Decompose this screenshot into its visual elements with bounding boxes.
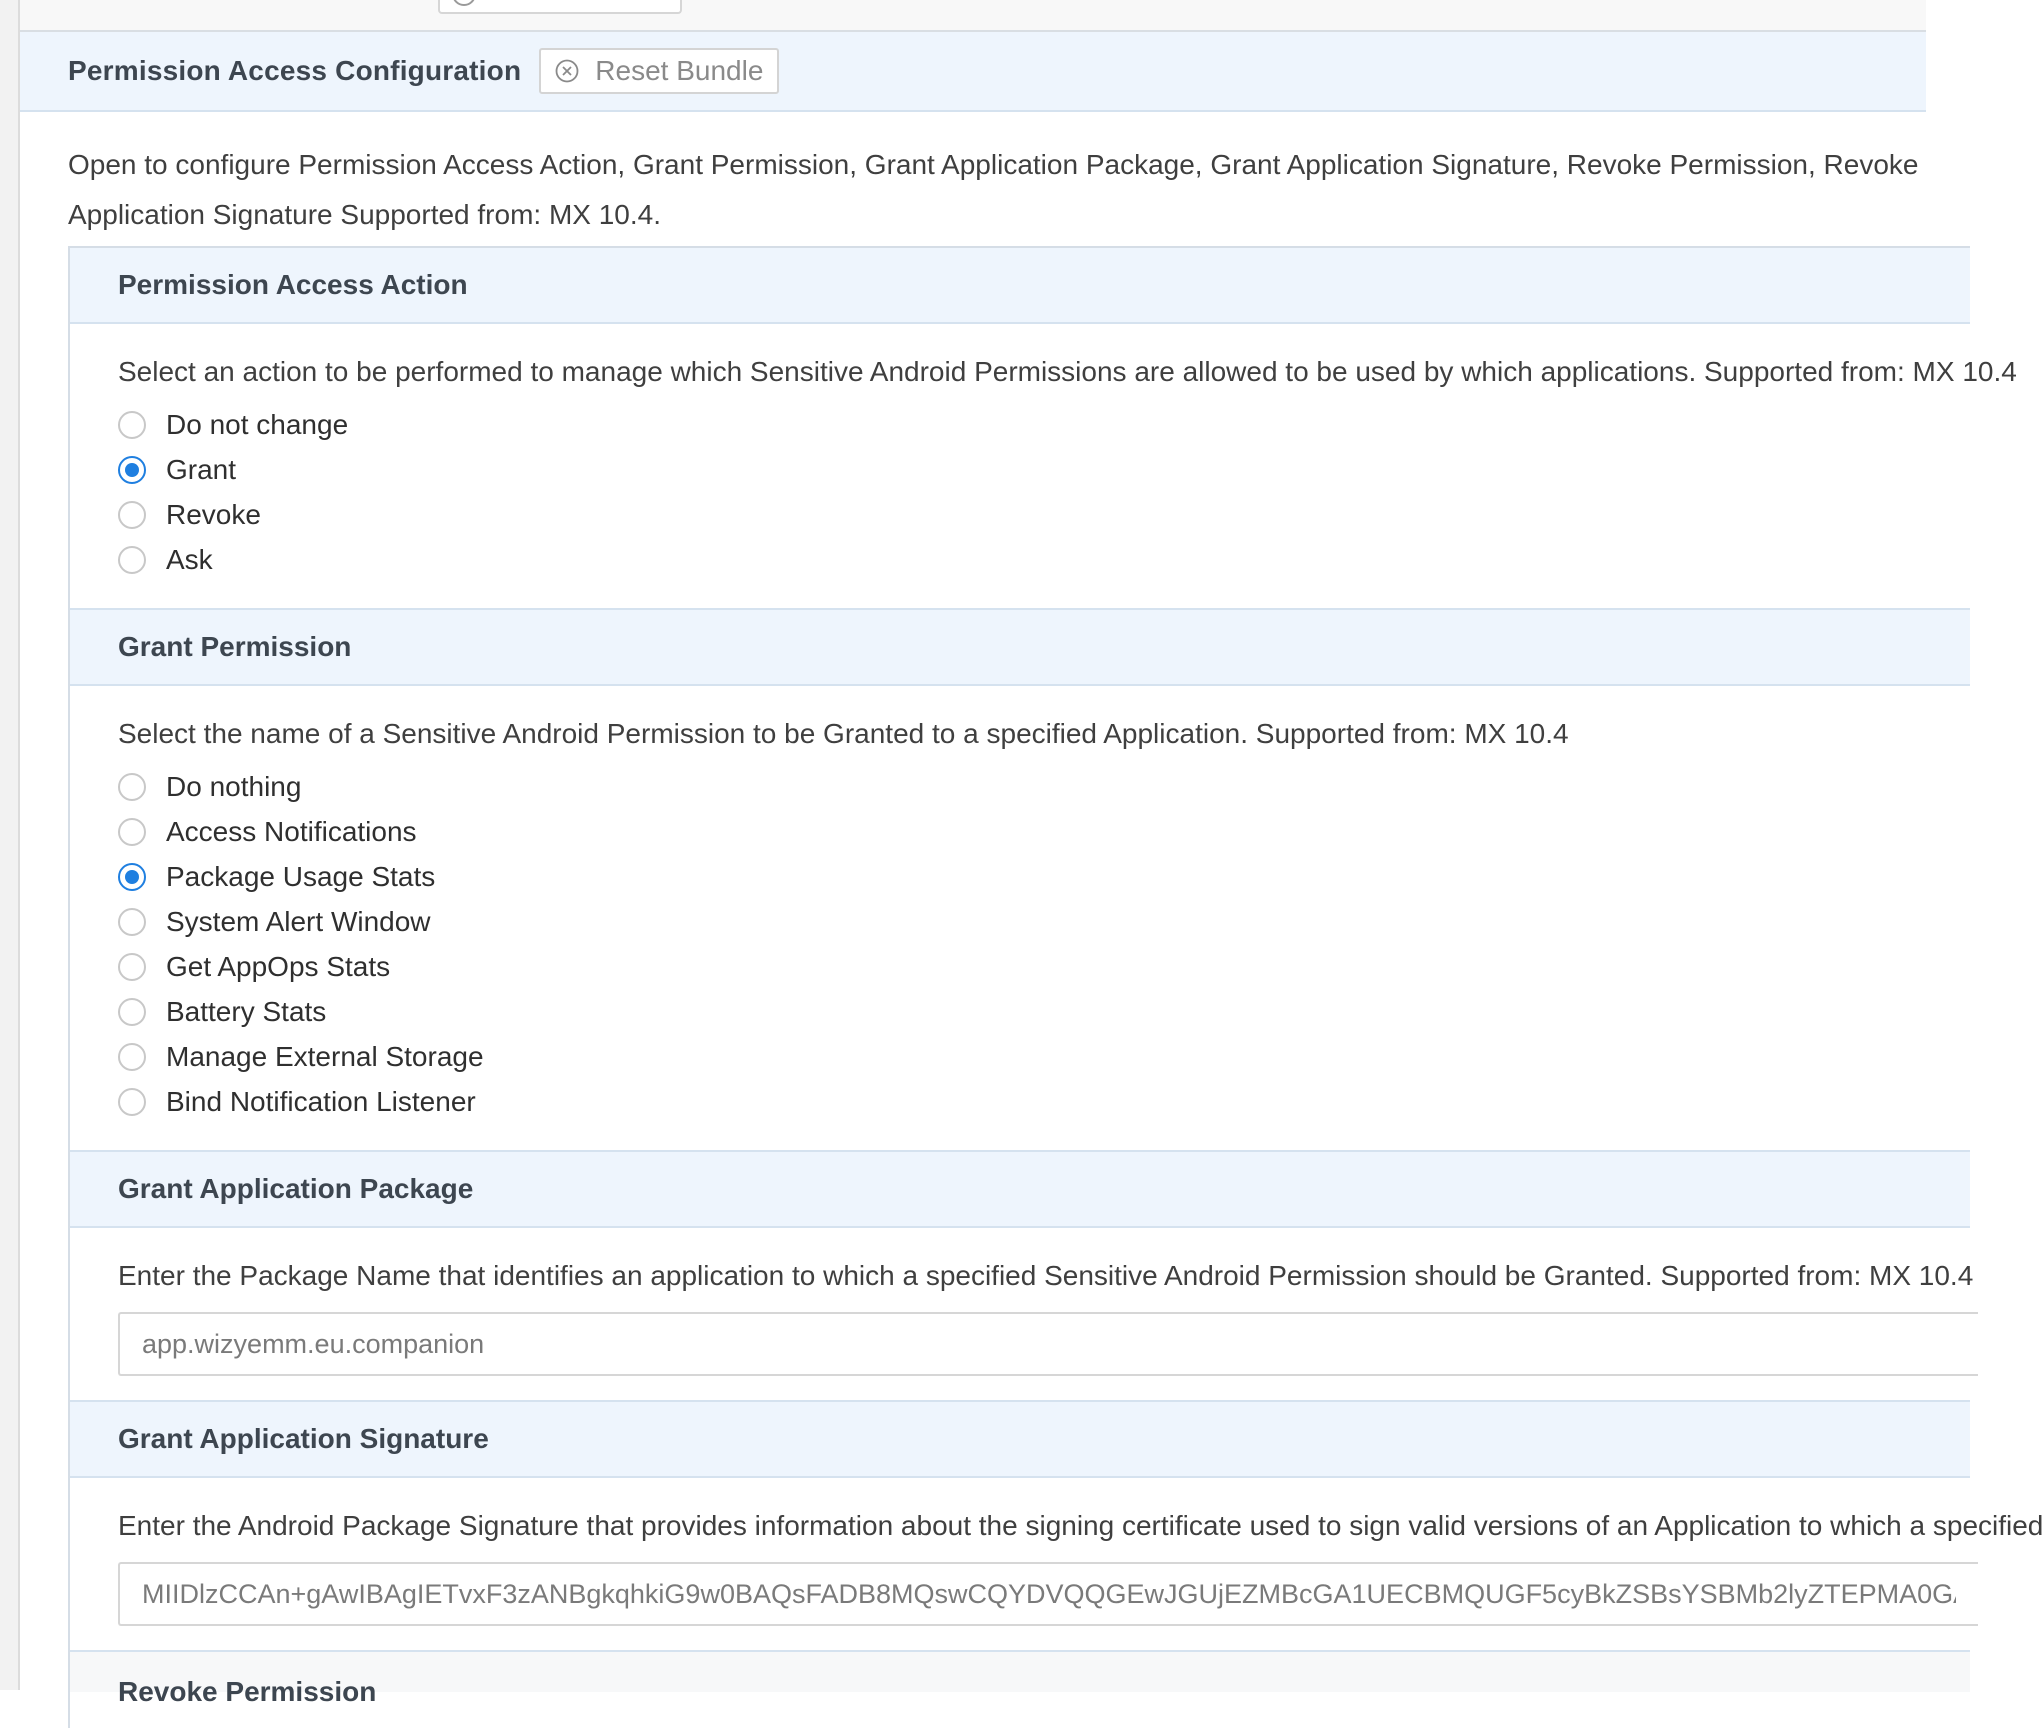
sections-container <box>68 246 2043 1728</box>
section-header-permission-access-action[interactable] <box>70 248 1970 324</box>
radio-option[interactable] <box>118 899 1970 944</box>
previous-reset-button[interactable] <box>438 0 682 14</box>
radio-option[interactable] <box>118 447 1970 492</box>
radio-button[interactable] <box>118 411 146 439</box>
radio-button[interactable] <box>118 1043 146 1071</box>
radio-group-permission-access-action <box>118 402 1970 582</box>
radio-group-grant-permission <box>118 764 1970 1124</box>
radio-label: Revoke <box>166 498 261 530</box>
panel-description-line-2: Application Signature Supported from: MX 10.4. <box>68 199 662 230</box>
close-circle-icon <box>555 59 579 83</box>
radio-button-selected[interactable] <box>118 456 146 484</box>
radio-option[interactable] <box>118 492 1970 537</box>
grant-signature-input[interactable] <box>118 1562 1978 1626</box>
radio-button[interactable] <box>118 953 146 981</box>
radio-label: Bind Notification Listener <box>166 1085 476 1117</box>
radio-label: Do not change <box>166 408 349 440</box>
panel-description-line-1: Open to configure Permission Access Action, Grant Permission, Grant Application Package, Grant Application Signature, Revoke Permission, Revoke <box>68 149 1919 180</box>
section-title: Revoke Permission <box>118 1676 377 1707</box>
close-circle-icon <box>452 0 476 6</box>
section-body-grant-application-signature <box>70 1478 2043 1652</box>
section-description: Select the name of a Sensitive Android Permission to be Granted to a specified Application. Supported from: MX 10.4 <box>118 718 1569 749</box>
radio-label: Do nothing <box>166 770 302 802</box>
reset-bundle-label: Reset Bundle <box>595 55 764 86</box>
section-description: Enter the Package Name that identifies an application to which a specified Sensitive Android Permission should be Granted. Supported from: MX 10.4 <box>118 1260 1974 1291</box>
permission-access-configuration-panel <box>20 32 2043 1707</box>
panel-header <box>20 32 1926 112</box>
left-rail <box>0 0 20 1690</box>
radio-button[interactable] <box>118 546 146 574</box>
radio-button[interactable] <box>118 773 146 801</box>
panel-title: Permission Access Configuration <box>68 55 522 86</box>
radio-option[interactable] <box>118 1079 1970 1124</box>
radio-option[interactable] <box>118 989 1970 1034</box>
radio-button[interactable] <box>118 818 146 846</box>
radio-option[interactable] <box>118 537 1970 582</box>
radio-option[interactable] <box>118 764 1970 809</box>
radio-label: Battery Stats <box>166 995 327 1027</box>
section-body-permission-access-action <box>70 324 2017 610</box>
radio-button[interactable] <box>118 908 146 936</box>
radio-label: Grant <box>166 453 237 485</box>
grant-package-input[interactable] <box>118 1312 1978 1376</box>
section-title: Permission Access Action <box>118 269 468 300</box>
section-header-grant-application-signature[interactable] <box>70 1402 1970 1478</box>
radio-label: Package Usage Stats <box>166 860 436 892</box>
section-body-grant-permission <box>70 686 1970 1152</box>
previous-section-strip <box>20 0 1926 32</box>
radio-label: Get AppOps Stats <box>166 950 391 982</box>
section-title: Grant Permission <box>118 631 352 662</box>
radio-option[interactable] <box>118 809 1970 854</box>
radio-label: Ask <box>166 543 213 575</box>
radio-button[interactable] <box>118 1088 146 1116</box>
radio-label: Access Notifications <box>166 815 417 847</box>
radio-button-selected[interactable] <box>118 863 146 891</box>
section-description: Enter the Android Package Signature that provides information about the signing certificate used to sign valid versions of an Application to which a specified <box>118 1510 2043 1541</box>
panel-description <box>20 112 1926 240</box>
section-header-grant-application-package[interactable] <box>70 1152 1970 1228</box>
radio-label: System Alert Window <box>166 905 431 937</box>
radio-option[interactable] <box>118 402 1970 447</box>
radio-option[interactable] <box>118 854 1970 899</box>
reset-bundle-button[interactable] <box>539 48 779 94</box>
radio-option[interactable] <box>118 944 1970 989</box>
section-body-grant-application-package <box>70 1228 1974 1402</box>
radio-option[interactable] <box>118 1034 1970 1079</box>
section-header-revoke-permission[interactable] <box>70 1652 1970 1707</box>
radio-label: Manage External Storage <box>166 1040 484 1072</box>
section-description: Select an action to be performed to manage which Sensitive Android Permissions are allowed to be used by which applications. Supported from: MX 10.4 <box>118 356 2017 387</box>
section-header-grant-permission[interactable] <box>70 610 1970 686</box>
section-title: Grant Application Signature <box>118 1423 489 1454</box>
radio-button[interactable] <box>118 501 146 529</box>
radio-button[interactable] <box>118 998 146 1026</box>
section-title: Grant Application Package <box>118 1173 474 1204</box>
